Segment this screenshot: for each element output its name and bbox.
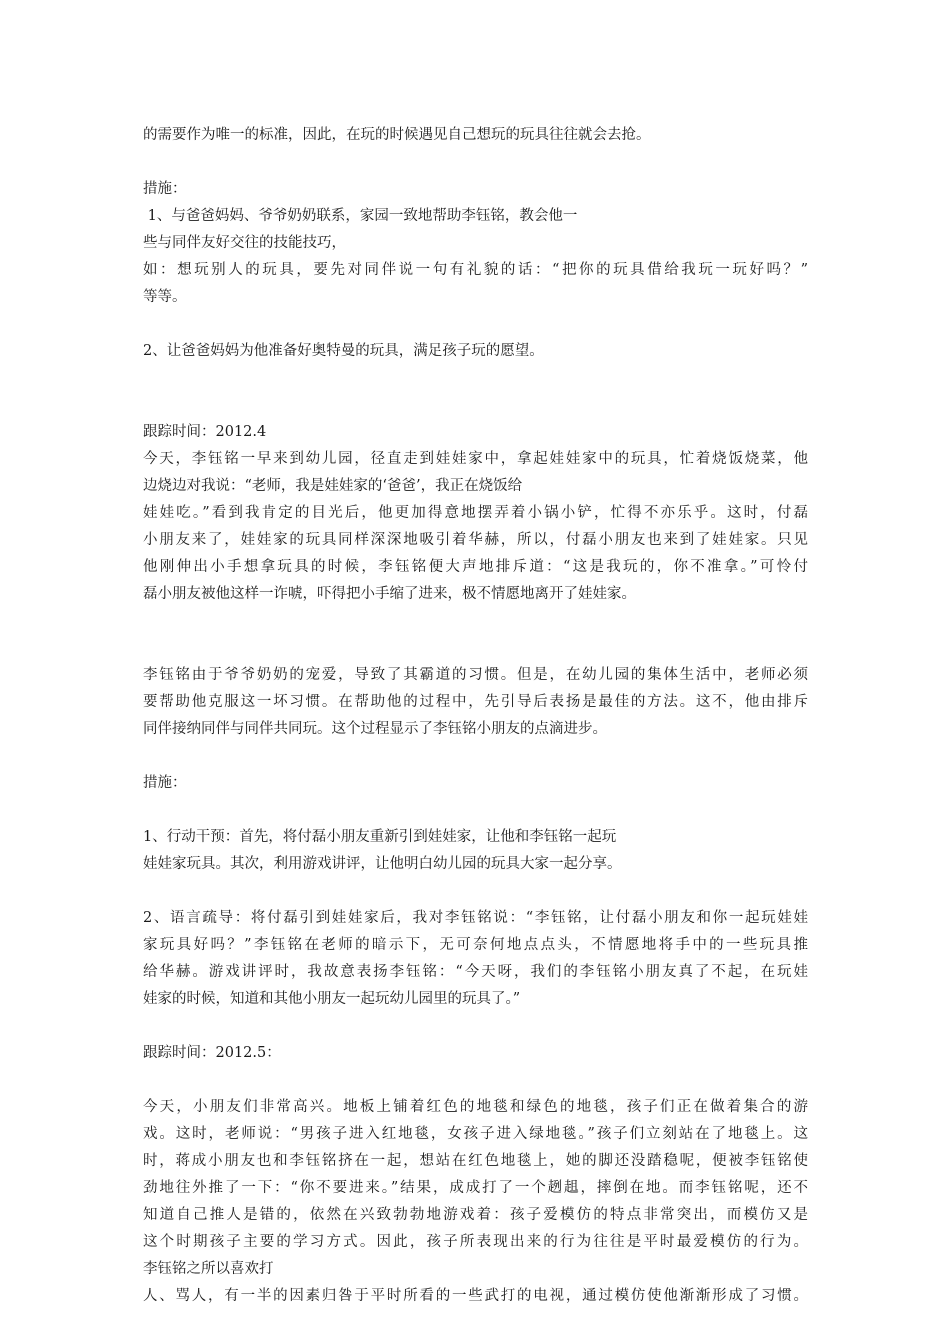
- paragraph-line: 今天，小朋友们非常高兴。地板上铺着红色的地毯和绿色的地毯，孩子们正在做着集合的游: [143, 1099, 808, 1115]
- section-heading: 措施：: [143, 775, 187, 791]
- paragraph-line: 2、语言疏导：将付磊引到娃娃家后，我对李钰铭说：“李钰铭，让付磊小朋友和你一起玩娃娃: [143, 910, 808, 926]
- paragraph-line: 娃家的时候，知道和其他小朋友一起玩幼儿园里的玩具了。”: [143, 991, 521, 1007]
- paragraph-line: 要帮助他克服这一坏习惯。在帮助他的过程中，先引导后表扬是最佳的方法。这不，他由排斥: [143, 694, 808, 710]
- paragraph-line: 劲地往外推了一下：“你不要进来。”结果，成成打了一个趔趄，摔倒在地。而李钰铭呢，还不: [143, 1180, 808, 1196]
- paragraph-line: 1、行动干预：首先，将付磊小朋友重新引到娃娃家，让他和李钰铭一起玩: [143, 829, 617, 845]
- paragraph-line: 娃娃吃。”看到我肯定的目光后，他更加得意地摆弄着小锅小铲，忙得不亦乐乎。这时，付磊: [143, 505, 808, 521]
- tracking-date: 跟踪时间：2012.4: [143, 424, 267, 440]
- paragraph-line: 李钰铭由于爷爷奶奶的宠爱，导致了其霸道的习惯。但是，在幼儿园的集体生活中，老师必须: [143, 667, 808, 683]
- section-heading: 措施：: [143, 181, 187, 197]
- paragraph-line: 今天，李钰铭一早来到幼儿园，径直走到娃娃家中，拿起娃娃家中的玩具，忙着烧饭烧菜，他: [143, 451, 808, 467]
- paragraph-line: 知道自己推人是错的，依然在兴致勃勃地游戏着：孩子爱模仿的特点非常突出，而模仿又是: [143, 1207, 808, 1223]
- paragraph-line: 时，蒋成小朋友也和李钰铭挤在一起，想站在红色地毯上，她的脚还没踏稳呢，便被李钰铭使: [143, 1153, 808, 1169]
- paragraph-line: 边烧边对我说：“老师，我是娃娃家的‘爸爸’，我正在烧饭给: [143, 478, 523, 494]
- paragraph-line: 戏。这时，老师说：“男孩子进入红地毯，女孩子进入绿地毯。”孩子们立刻站在了地毯上。这: [143, 1126, 808, 1142]
- tracking-date: 跟踪时间：2012.5：: [143, 1045, 281, 1061]
- paragraph-line: 人、骂人，有一半的因素归咎于平时所看的一些武打的电视，通过模仿使他渐渐形成了习惯。: [143, 1288, 808, 1304]
- paragraph-line: 磊小朋友被他这样一诈唬，吓得把小手缩了进来，极不情愿地离开了娃娃家。: [143, 586, 636, 602]
- document-body: [143, 122, 808, 1310]
- paragraph-line: 小朋友来了，娃娃家的玩具同样深深地吸引着华赫，所以，付磊小朋友也来到了娃娃家。只见: [143, 532, 808, 548]
- paragraph-line: 李钰铭之所以喜欢打: [143, 1261, 274, 1277]
- paragraph-line: 如：想玩别人的玩具，要先对同伴说一句有礼貌的话：“把你的玩具借给我玩一玩好吗？”: [143, 262, 808, 278]
- paragraph-line: 些与同伴友好交往的技能技巧，: [143, 235, 346, 251]
- paragraph-line: 家玩具好吗？”李钰铭在老师的暗示下，无可奈何地点点头，不情愿地将手中的一些玩具推: [143, 937, 808, 953]
- paragraph-line: 的需要作为唯一的标准，因此，在玩的时候遇见自己想玩的玩具往往就会去抢。: [143, 127, 651, 143]
- paragraph-line: 等等。: [143, 289, 187, 305]
- paragraph-line: 2、让爸爸妈妈为他准备好奥特曼的玩具，满足孩子玩的愿望。: [143, 343, 544, 359]
- paragraph-line: 他刚伸出小手想拿玩具的时候，李钰铭便大声地排斥道：“这是我玩的，你不准拿。”可怜付: [143, 559, 808, 575]
- paragraph-line: 1、与爸爸妈妈、爷爷奶奶联系，家园一致地帮助李钰铭，教会他一: [143, 208, 578, 224]
- paragraph-line: 同伴接纳同伴与同伴共同玩。这个过程显示了李钰铭小朋友的点滴进步。: [143, 721, 607, 737]
- paragraph-line: 给华赫。游戏讲评时，我故意表扬李钰铭：“今天呀，我们的李钰铭小朋友真了不起，在玩娃: [143, 964, 808, 980]
- paragraph-line: 这个时期孩子主要的学习方式。因此，孩子所表现出来的行为往往是平时最爱模仿的行为。: [143, 1234, 808, 1250]
- paragraph-line: 娃娃家玩具。其次，利用游戏讲评，让他明白幼儿园的玩具大家一起分享。: [143, 856, 622, 872]
